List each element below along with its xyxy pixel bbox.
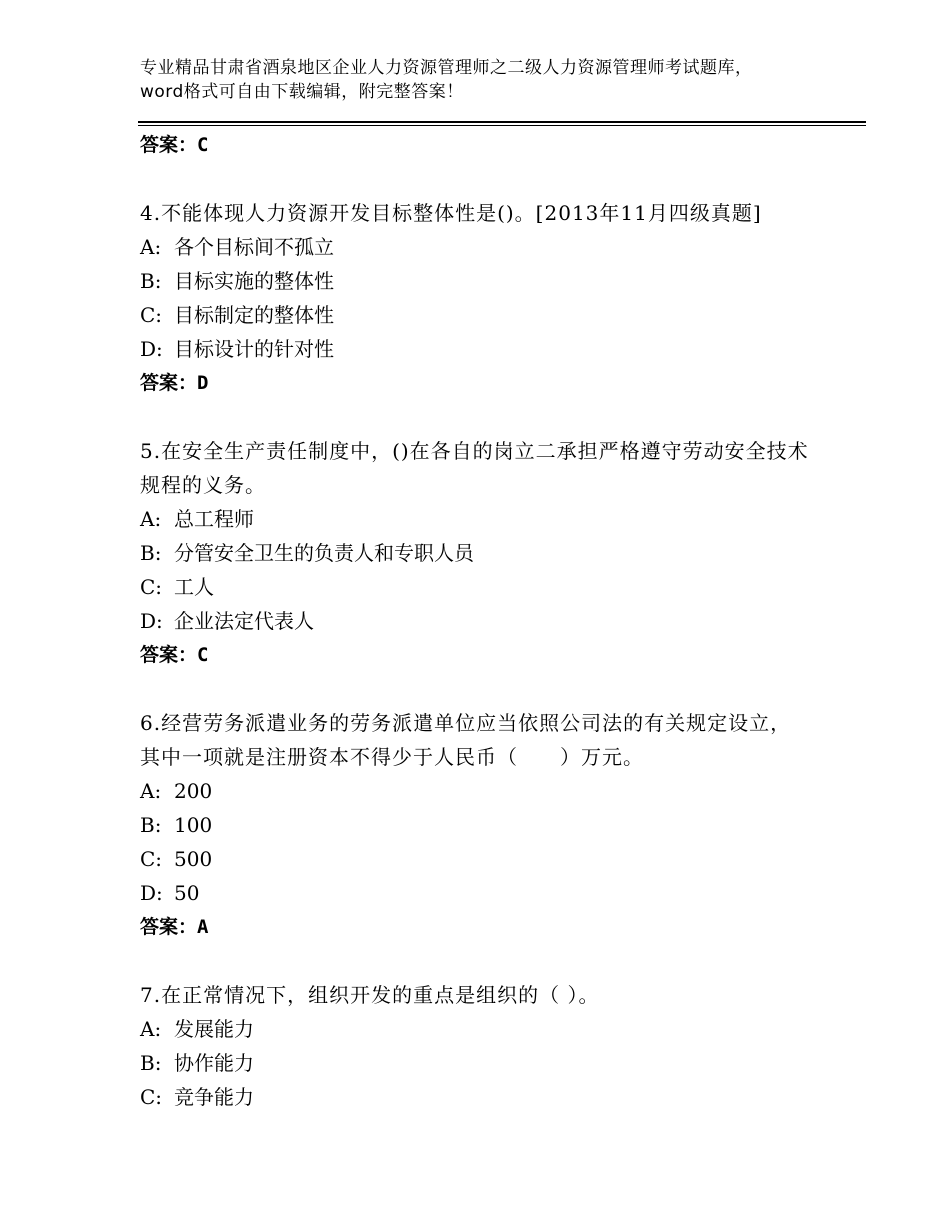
option-c <box>140 842 830 876</box>
option-label: C: <box>140 1085 163 1109</box>
option-label: C: <box>140 303 163 327</box>
answer-line: 答案：D <box>140 372 209 394</box>
option-text: 竞争能力 <box>174 1085 254 1109</box>
option-c <box>140 570 830 604</box>
option-text: 工人 <box>174 575 214 599</box>
document-header: 专业精品甘肃省酒泉地区企业人力资源管理师之二级人力资源管理师考试题库，word格式可自由下载编辑，附完整答案！ <box>140 58 753 102</box>
option-a <box>140 1012 830 1046</box>
option-c <box>140 298 830 332</box>
option-a <box>140 774 830 808</box>
option-a <box>140 230 830 264</box>
header-rule-thin <box>138 125 866 126</box>
option-b <box>140 808 830 842</box>
option-text: 企业法定代表人 <box>174 609 314 633</box>
option-d <box>140 604 830 638</box>
option-text: 目标制定的整体性 <box>174 303 334 327</box>
option-label: A: <box>140 507 162 531</box>
option-text: 分管安全卫生的负责人和专职人员 <box>174 541 474 565</box>
option-text: 发展能力 <box>174 1017 254 1041</box>
header-rule-thick <box>138 121 866 123</box>
answer-line: 答案：C <box>140 644 209 666</box>
option-text: 协作能力 <box>174 1051 254 1075</box>
document-body <box>140 128 830 1114</box>
question-item <box>140 978 830 1114</box>
option-label: C: <box>140 575 163 599</box>
option-b <box>140 1046 830 1080</box>
answer-line: 答案：A <box>140 916 209 938</box>
option-label: B: <box>140 1051 162 1075</box>
question-item <box>140 196 830 400</box>
option-c <box>140 1080 830 1114</box>
option-label: A: <box>140 1017 162 1041</box>
option-label: D: <box>140 337 163 361</box>
option-b <box>140 264 830 298</box>
question-text: 6.经营劳务派遣业务的劳务派遣单位应当依照公司法的有关规定设立，其中一项就是注册资本不得少于人民币（ ）万元。 <box>140 711 792 769</box>
option-label: B: <box>140 541 162 565</box>
option-d <box>140 876 830 910</box>
option-label: D: <box>140 609 163 633</box>
question-text: 7.在正常情况下，组织开发的重点是组织的（ ）。 <box>140 983 600 1007</box>
question-item <box>140 434 830 672</box>
option-text: 总工程师 <box>174 507 254 531</box>
option-label: B: <box>140 269 162 293</box>
option-text: 500 <box>174 847 213 871</box>
option-text: 200 <box>174 779 213 803</box>
option-text: 50 <box>174 881 200 905</box>
option-label: D: <box>140 881 163 905</box>
question-text: 4.不能体现人力资源开发目标整体性是()。[2013年11月四级真题] <box>140 201 762 225</box>
option-label: C: <box>140 847 163 871</box>
option-text: 目标设计的针对性 <box>174 337 334 361</box>
question-item <box>140 706 830 944</box>
option-b <box>140 536 830 570</box>
option-a <box>140 502 830 536</box>
option-d <box>140 332 830 366</box>
option-text: 各个目标间不孤立 <box>174 235 334 259</box>
option-label: A: <box>140 779 162 803</box>
option-label: B: <box>140 813 162 837</box>
answer-line: 答案：C <box>140 134 209 156</box>
option-label: A: <box>140 235 162 259</box>
option-text: 目标实施的整体性 <box>174 269 334 293</box>
question-text: 5.在安全生产责任制度中，()在各自的岗立二承担严格遵守劳动安全技术规程的义务。 <box>140 439 809 497</box>
option-text: 100 <box>174 813 213 837</box>
